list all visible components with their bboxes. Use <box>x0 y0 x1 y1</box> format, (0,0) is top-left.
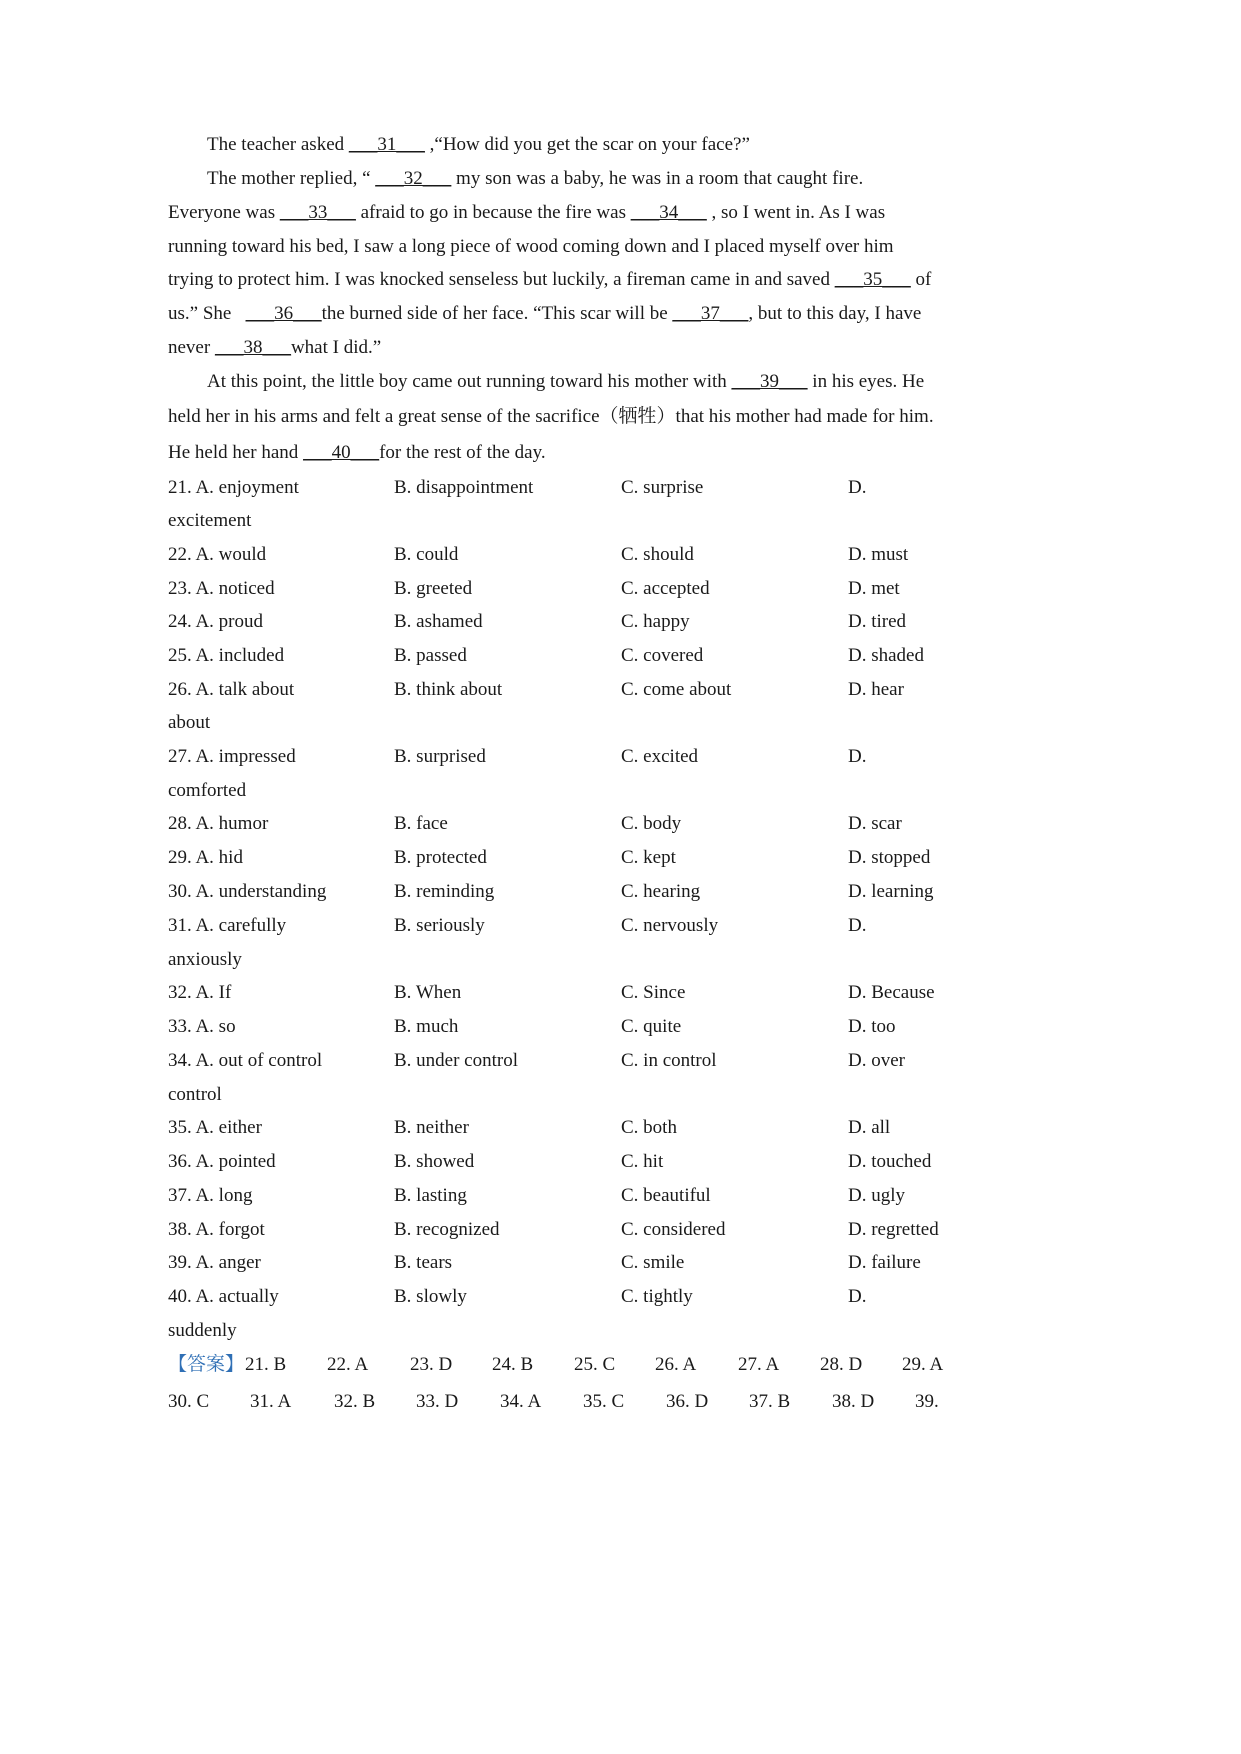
option-c: C. should <box>621 544 694 565</box>
blank-40: ___40___ <box>303 442 380 463</box>
option-d: D. <box>848 477 867 498</box>
option-a: 28. A. humor <box>168 813 269 834</box>
option-b: B. under control <box>394 1050 519 1071</box>
option-b: B. slowly <box>394 1286 467 1307</box>
option-b: B. seriously <box>394 915 485 936</box>
option-c: C. Since <box>621 982 686 1003</box>
option-b: B. neither <box>394 1117 469 1138</box>
option-c: C. surprise <box>621 477 704 498</box>
answer-item: 37. B <box>749 1391 791 1412</box>
answer-item: 27. A <box>738 1354 780 1375</box>
passage-line: At this point, the little boy came out running toward his mother with ___39___ in his eyes. He <box>207 371 925 392</box>
passage-line: trying to protect him. I was knocked senseless but luckily, a fireman came in and saved ___35___ of <box>168 269 932 290</box>
option-d: D. <box>848 746 867 767</box>
option-a: 35. A. either <box>168 1117 262 1138</box>
answer-item: 38. D <box>832 1391 875 1412</box>
answer-item: 32. B <box>334 1391 376 1412</box>
option-a: 31. A. carefully <box>168 915 287 936</box>
option-c: C. in control <box>621 1050 717 1071</box>
option-a: 29. A. hid <box>168 847 243 868</box>
option-c: C. covered <box>621 645 704 666</box>
option-d: D. regretted <box>848 1219 939 1240</box>
blank-38: ___38___ <box>214 337 291 358</box>
blank-36: ___36___ <box>245 303 322 324</box>
passage-line: held her in his arms and felt a great sense of the sacrifice（牺牲）that his mother had made for him. <box>168 406 934 427</box>
option-a: 30. A. understanding <box>168 881 327 902</box>
option-d-continuation: excitement <box>168 510 252 531</box>
passage-line: The teacher asked ___31___ ,“How did you get the scar on your face?” <box>207 134 750 155</box>
option-b: B. recognized <box>394 1219 500 1240</box>
option-b: B. greeted <box>394 578 473 599</box>
option-d: D. <box>848 915 867 936</box>
option-d: D. learning <box>848 881 934 902</box>
answer-item: 23. D <box>410 1354 453 1375</box>
option-d: D. too <box>848 1016 896 1037</box>
option-c: C. body <box>621 813 682 834</box>
option-b: B. showed <box>394 1151 475 1172</box>
option-c: C. beautiful <box>621 1185 711 1206</box>
option-d: D. touched <box>848 1151 932 1172</box>
option-d: D. stopped <box>848 847 931 868</box>
option-a: 24. A. proud <box>168 611 263 632</box>
answer-item: 21. B <box>245 1354 287 1375</box>
answer-item: 22. A <box>327 1354 369 1375</box>
answer-item: 33. D <box>416 1391 459 1412</box>
answer-item: 26. A <box>655 1354 697 1375</box>
option-c: C. happy <box>621 611 690 632</box>
blank-33: ___33___ <box>279 202 356 223</box>
option-d-continuation: suddenly <box>168 1320 237 1341</box>
option-a: 36. A. pointed <box>168 1151 276 1172</box>
option-d: D. over <box>848 1050 905 1071</box>
option-c: C. excited <box>621 746 699 767</box>
option-d: D. hear <box>848 679 904 700</box>
option-c: C. hearing <box>621 881 701 902</box>
option-b: B. ashamed <box>394 611 483 632</box>
passage-line: us.” She ___36___the burned side of her face. “This scar will be ___37___, but to this day, I have <box>168 303 922 324</box>
option-d: D. scar <box>848 813 902 834</box>
option-a: 38. A. forgot <box>168 1219 265 1240</box>
passage-line: running toward his bed, I saw a long piece of wood coming down and I placed myself over him <box>168 236 894 257</box>
answer-item: 35. C <box>583 1391 625 1412</box>
option-b: B. reminding <box>394 881 495 902</box>
option-d: D. Because <box>848 982 935 1003</box>
option-a: 39. A. anger <box>168 1252 261 1273</box>
option-b: B. disappointment <box>394 477 534 498</box>
option-d-continuation: about <box>168 712 211 733</box>
option-a: 26. A. talk about <box>168 679 295 700</box>
passage-line: He held her hand ___40___for the rest of the day. <box>168 442 546 463</box>
option-c: C. come about <box>621 679 732 700</box>
answer-label: 【答案】 <box>168 1354 245 1375</box>
option-b: B. lasting <box>394 1185 467 1206</box>
passage-line: The mother replied, “ ___32___ my son was a baby, he was in a room that caught fire. <box>207 168 864 189</box>
option-d: D. tired <box>848 611 907 632</box>
option-c: C. hit <box>621 1151 664 1172</box>
option-c: C. both <box>621 1117 677 1138</box>
blank-31: ___31___ <box>348 134 425 155</box>
option-c: C. smile <box>621 1252 685 1273</box>
option-b: B. tears <box>394 1252 453 1273</box>
option-d: D. met <box>848 578 900 599</box>
option-d-continuation: comforted <box>168 780 247 801</box>
answer-item: 28. D <box>820 1354 863 1375</box>
option-c: C. nervously <box>621 915 719 936</box>
answer-item: 24. B <box>492 1354 534 1375</box>
option-a: 37. A. long <box>168 1185 253 1206</box>
option-b: B. protected <box>394 847 487 868</box>
option-b: B. think about <box>394 679 503 700</box>
option-b: B. much <box>394 1016 459 1037</box>
option-a: 34. A. out of control <box>168 1050 323 1071</box>
option-a: 33. A. so <box>168 1016 236 1037</box>
option-b: B. passed <box>394 645 467 666</box>
blank-35: ___35___ <box>834 269 911 290</box>
answer-item: 29. A <box>902 1354 944 1375</box>
option-a: 32. A. If <box>168 982 232 1003</box>
blank-34: ___34___ <box>630 202 707 223</box>
option-d-continuation: anxiously <box>168 949 242 970</box>
option-c: C. considered <box>621 1219 726 1240</box>
option-b: B. surprised <box>394 746 486 767</box>
passage-line: Everyone was ___33___ afraid to go in because the fire was ___34___ , so I went in. As I was <box>168 202 886 223</box>
blank-32: ___32___ <box>375 168 452 189</box>
option-d: D. failure <box>848 1252 921 1273</box>
option-d-continuation: control <box>168 1084 222 1105</box>
option-a: 40. A. actually <box>168 1286 279 1307</box>
option-d: D. must <box>848 544 909 565</box>
option-a: 25. A. included <box>168 645 285 666</box>
option-b: B. could <box>394 544 459 565</box>
option-d: D. all <box>848 1117 891 1138</box>
option-a: 21. A. enjoyment <box>168 477 299 498</box>
option-b: B. When <box>394 982 462 1003</box>
option-a: 23. A. noticed <box>168 578 275 599</box>
option-b: B. face <box>394 813 448 834</box>
answer-item: 39. <box>915 1391 939 1412</box>
option-d: D. ugly <box>848 1185 905 1206</box>
answer-item: 34. A <box>500 1391 542 1412</box>
passage-line: never ___38___what I did.” <box>168 337 382 358</box>
answer-item: 25. C <box>574 1354 616 1375</box>
option-a: 27. A. impressed <box>168 746 296 767</box>
answer-item: 36. D <box>666 1391 709 1412</box>
option-c: C. quite <box>621 1016 682 1037</box>
blank-37: ___37___ <box>672 303 749 324</box>
option-c: C. accepted <box>621 578 710 599</box>
option-d: D. <box>848 1286 867 1307</box>
answer-item: 30. C <box>168 1391 210 1412</box>
option-c: C. kept <box>621 847 676 868</box>
answer-item: 31. A <box>250 1391 292 1412</box>
option-d: D. shaded <box>848 645 924 666</box>
blank-39: ___39___ <box>731 371 808 392</box>
option-a: 22. A. would <box>168 544 267 565</box>
option-c: C. tightly <box>621 1286 693 1307</box>
